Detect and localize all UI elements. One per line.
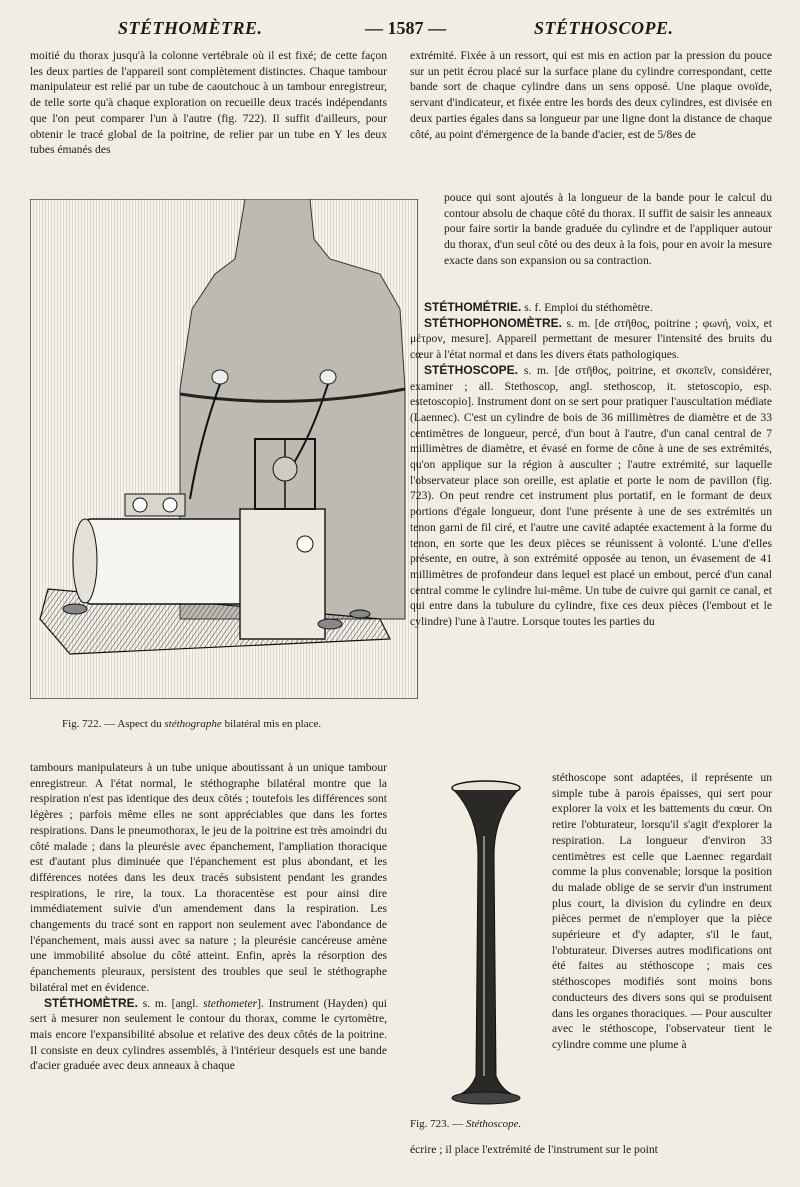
paragraph: extrémité. Fixée à un ressort, qui est mis en action par la pression du pouce sur un petit écrou placé sur la surface plane du cylindre correspondant, cette bande sort de chaque cylindre dans un sens opposé. Une plaque ovoïde, servant d'indicateur, et fixée entre les bords des deux cylindres, est divisée en deux parties égales dans sa longueur par une ligne dont la distance de chaque côté, au point d'émergence de la bande d'acier, est de 5/8es de [410, 49, 772, 141]
entry-head: STÉTHOMÉTRIE. [424, 300, 522, 314]
entry-body: s. f. Emploi du stéthomètre. [521, 301, 653, 314]
stethograph-illustration [30, 199, 418, 699]
entry-text: s. m. [angl. [138, 996, 204, 1010]
header-right-title: STÉTHOSCOPE. [534, 18, 674, 38]
entry-stethophonometre [410, 316, 772, 363]
entry-body: s. m. [de στῆθος, poitrine, et σκοπεῖν, considérer, examiner ; all. Stethoscop, angl. stethoscop, it. stetoscopio, esp. estetoscopio]. Instrument dont on se sert pour pratiquer l'auscultation médiate (Laennec). C'est un cylindre de bois de 36 millimètres de diamètre et de 33 centimètres de longueur, percé, d'un bout à l'autre, d'un canal central de 7 millimètres de diamètre, et évasé en forme de cône à une de ses extrémités, qu'on applique sur la région à ausculter ; l'autre extrémité, sur laquelle l'observateur place son oreille, est aplatie et porte le nom de pavillon (fig. 723). On peut rendre cet instrument plus portatif, en le formant de deux portions d'égale longueur, dont l'une présente à une de ses extrémités un tenon garni de fil ciré, et l'autre une cavité adaptée exactement à la forme du tenon, en sorte que les deux pièces se réunissent à volonté. L'une d'elles présente, en outre, à son extrémité opposée au tenon, un évasement de 41 millimètres de profondeur dans lequel est placé un embout, percé d'un canal central comme le cylindre lui-même. Un tube de cuivre qui garnit ce canal, et qui entre dans la tubulure du cylindre, fixe ces deux pièces (l'embout et le cylindre) l'une à l'autre. Lorsque toutes les parties du [410, 363, 772, 629]
paragraph: pouce qui sont ajoutés à la longueur de la bande pour le calcul du contour absolu de chaque côté du thorax. Il suffit de saisir les anneaux pour faire sortir la bande graduée du cylindre et de l'appliquer autour du thorax, d'un seul côté ou des deux à la fois, pour en avoir la mesure exacte dans son expansion ou sa contraction. [444, 191, 772, 267]
entry-head: STÉTHOSCOPE. [424, 362, 519, 377]
paragraph: stéthoscope sont adaptées, il représente un simple tube à parois épaisses, qui sert pour explorer la voix et les battements du cœur. On retire l'obturateur, lorsqu'il s'agit d'explorer la respiration. La longueur d'environ 33 centimètres est celle que Laennec regardait comme la plus convenable; lorsque la position du malade oblige de se servir d'un instrument plus court, la division du cylindre en deux pièces permet de n'employer que la pièce supérieure et d'y adapter, s'il le faut, l'obturateur. Diverses autres modifications ont été faites au stéthoscope ; mais ces stéthoscopes modifiés sont moins bons conducteurs des divers sons qui se produisent dans les organes thoraciques. — Pour ausculter avec le stéthoscope, l'observateur tient le cylindre comme une plume à [552, 771, 772, 1051]
caption-italic: stéthographe [164, 718, 222, 730]
figure-stethoscope [426, 776, 546, 1116]
caption-text-end: bilatéral mis en place. [221, 718, 322, 730]
caption-text: Fig. 722. — Aspect du [62, 718, 165, 730]
entry-head: STÉTHOPHONOMÈTRE. [424, 315, 563, 330]
entry-stethometrie [410, 300, 772, 316]
right-column-main [410, 300, 772, 630]
stethoscope-illustration [426, 776, 546, 1116]
paragraph: tambours manipulateurs à un tube unique aboutissant à un unique tambour enregistreur. A l'état normal, le stéthographe bilatéral montre que la respiration n'est pas identique des deux côtés ; toutefois les différences sont légères ; parfois même elles ne sont appréciables que dans les fortes respirations. Dans le pneumothorax, le jeu de la poitrine est très amoindri du côté malade ; dans la pleurésie avec épanchement, l'ampliation thoracique est d'autant plus diminuée que l'épanchement est plus abondant, et les différences notées dans les deux tracés subsistent pendant les grandes respirations, le rire, la toux. La thoracentèse est pour ainsi dire immédiatement suivie d'un amendement dans la respiration. Les changements du tracé sont en rapport non seulement avec l'abondance de l'épanchement, mais aussi avec sa nature ; la pleurésie cancéreuse amène une immobilité absolue du côté atteint. Enfin, après la résorption des épanchements pleuraux, persistent des troubles que seul le stéthographe bilatéral met en évidence. [30, 761, 387, 994]
right-column-middle [444, 190, 772, 269]
figure-stethograph [30, 199, 418, 699]
right-column-top [410, 48, 772, 142]
final-line: écrire ; il place l'extrémité de l'instrument sur le point [410, 1143, 658, 1156]
paragraph: moitié du thorax jusqu'à la colonne vertébrale où il est fixé; de cette façon les deux parties de l'appareil sont complètement distinctes. Chaque tambour manipulateur est relié par un tube de caoutchouc à un tambour enregistreur, de telle sorte qu'à chaque exploration on recueille deux tracés indépendants que l'on peut comparer l'un à l'autre (fig. 722). Il suffit d'ailleurs, pour obtenir le tracé global de la poitrine, de relier par un tube en Y les deux tubes émanés des [30, 49, 387, 157]
entry-head: STÉTHOMÈTRE. [44, 995, 139, 1010]
caption-italic: Stéthoscope. [465, 1118, 522, 1130]
entry-body: ]. Instrument (Hayden) qui sert à mesurer non seulement le contour du thorax, comme le cyrtomètre, mais encore l'expansibilité absolue et relative des deux côtés de la poitrine. Il consiste en deux cylindres assemblés, à l'intérieur desquels est une bande d'acier graduée avec deux anneaux à chaque [30, 996, 388, 1073]
page-header [0, 18, 800, 44]
page-number: — 1587 — [365, 18, 446, 38]
entry-italic: stethometer [203, 996, 258, 1010]
right-column-bottom [552, 770, 772, 1053]
left-column-top [30, 48, 387, 158]
caption-text: Fig. 723. — [410, 1118, 466, 1130]
figure-722-caption [62, 718, 392, 730]
header-left-title: STÉTHOMÈTRE. [118, 18, 263, 38]
entry-stethometre [30, 996, 387, 1075]
entry-body: s. m. [de στῆθος, poitrine ; φωνή, voix, et μέτρον, mesure]. Appareil permettant de mesurer l'intensité des bruits du cœur à l'état normal et dans les divers états pathologiques. [410, 316, 772, 362]
figure-723-caption [410, 1118, 560, 1130]
left-column-bottom [30, 760, 387, 1074]
entry-stethoscope [410, 363, 772, 630]
